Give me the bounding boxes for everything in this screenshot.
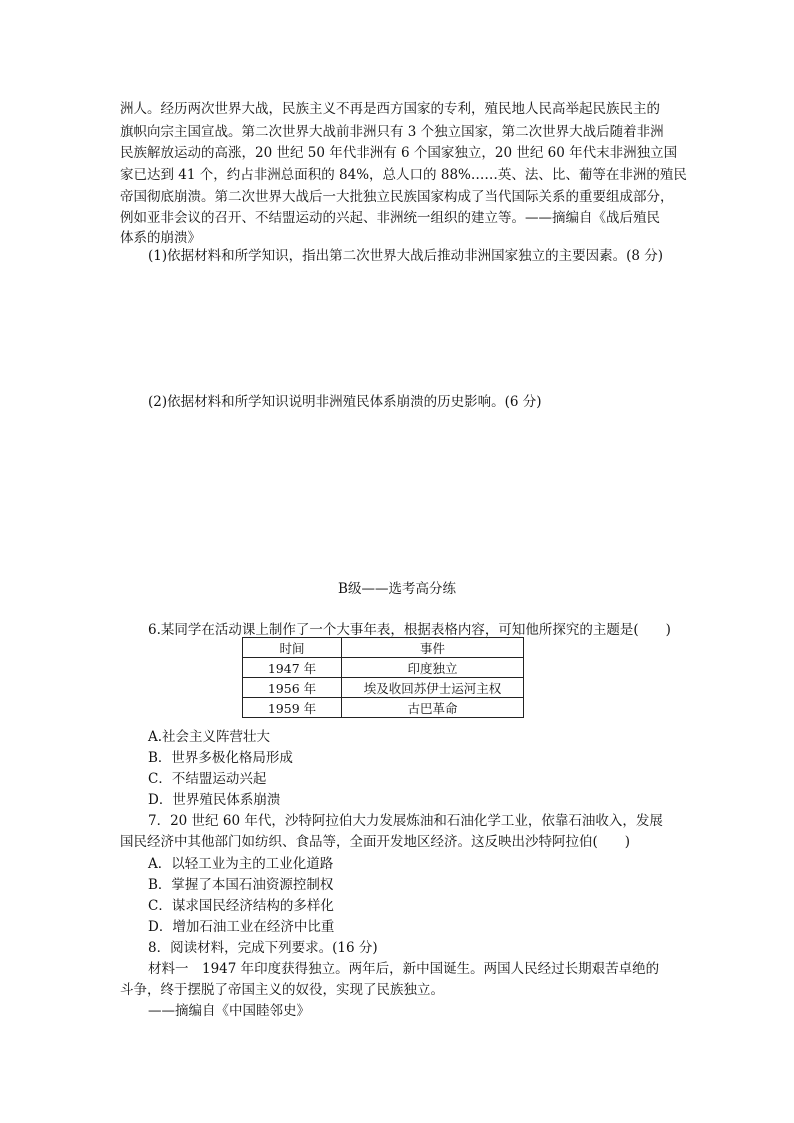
- question-1: (1)依据材料和所学知识，指出第二次世界大战后推动非洲国家独立的主要因素。(8 分): [148, 248, 664, 264]
- table-row: [243, 698, 524, 718]
- q7-option-c: C．谋求国民经济结构的多样化: [148, 898, 334, 914]
- q6-option-a: A.社会主义阵营壮大: [148, 729, 271, 745]
- q7-option-b: B．掌握了本国石油资源控制权: [148, 877, 334, 893]
- intro-line: 洲人。经历两次世界大战，民族主义不再是西方国家的专利，殖民地人民高举起民族民主的: [120, 101, 660, 117]
- question-7-stem-line: 7．20 世纪 60 年代，沙特阿拉伯大力发展炼油和石油化学工业，依靠石油收入，发展: [148, 813, 663, 829]
- q8-source: ——摘编自《中国睦邻史》: [148, 1003, 310, 1019]
- intro-line: 例如亚非会议的召开、不结盟运动的兴起、非洲统一组织的建立等。——摘编自《战后殖民: [120, 210, 660, 226]
- table-row: [243, 658, 524, 678]
- intro-line: 体系的崩溃》: [120, 230, 201, 246]
- question-8-stem: 8．阅读材料，完成下列要求。(16 分): [148, 940, 378, 956]
- section-b-title: B级——选考高分练: [338, 581, 456, 597]
- q7-option-a: A．以轻工业为主的工业化道路: [148, 856, 334, 872]
- intro-line: 家已达到 41 个，约占非洲总面积的 84%，总人口的 88%……英、法、比、葡等在非洲的殖民: [120, 167, 687, 183]
- q8-material-line: 材料一 1947 年印度获得独立。两年后，新中国诞生。两国人民经过长期艰苦卓绝的: [148, 961, 660, 977]
- q6-option-b: B．世界多极化格局形成: [148, 750, 293, 766]
- question-7-stem-line: 国民经济中其他部门如纺织、食品等，全面开发地区经济。这反映出沙特阿拉伯( ): [120, 834, 631, 850]
- table-header-time: 时间: [243, 638, 342, 658]
- table-cell-year: 1959 年: [243, 698, 342, 718]
- intro-line: 帝国彻底崩溃。第二次世界大战后一大批独立民族国家构成了当代国际关系的重要组成部分，: [120, 189, 674, 205]
- event-timeline-table: [242, 637, 524, 718]
- table-row: [243, 678, 524, 698]
- table-header-event: 事件: [342, 638, 524, 658]
- table-cell-year: 1956 年: [243, 678, 342, 698]
- intro-line: 民族解放运动的高涨，20 世纪 50 年代非洲有 6 个国家独立，20 世纪 60 年代末非洲独立国: [120, 145, 678, 161]
- question-2: (2)依据材料和所学知识说明非洲殖民体系崩溃的历史影响。(6 分): [148, 394, 542, 410]
- table-header-row: [243, 638, 524, 658]
- table-cell-event: 古巴革命: [342, 698, 524, 718]
- q8-material-line: 斗争，终于摆脱了帝国主义的奴役，实现了民族独立。: [120, 982, 444, 998]
- q6-option-d: D．世界殖民体系崩溃: [148, 792, 281, 808]
- q7-option-d: D．增加石油工业在经济中比重: [148, 919, 335, 935]
- intro-line: 旗帜向宗主国宣战。第二次世界大战前非洲只有 3 个独立国家，第二次世界大战后随着非洲: [120, 124, 664, 140]
- table-cell-year: 1947 年: [243, 658, 342, 678]
- table-cell-event: 印度独立: [342, 658, 524, 678]
- q6-option-c: C．不结盟运动兴起: [148, 771, 267, 787]
- table-cell-event: 埃及收回苏伊士运河主权: [342, 678, 524, 698]
- question-6-stem: 6.某同学在活动课上制作了一个大事年表，根据表格内容，可知他所探究的主题是( ): [148, 622, 671, 638]
